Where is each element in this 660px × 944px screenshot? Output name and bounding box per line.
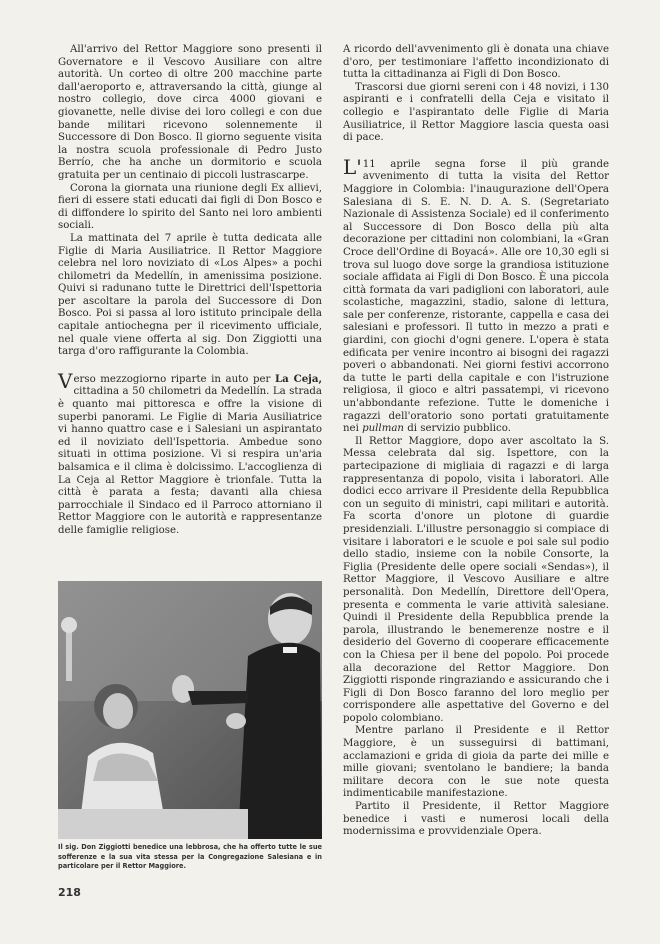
photo-caption: Il sig. Don Ziggiotti benedice una lebbrosa, che ha offerto tutte le sue sofferenze e la sua vita stessa per la Congregazione Salesiana e in particolare per il Rettor Maggiore. (58, 843, 322, 871)
text-run: L'11 aprile segna forse il più grande avvenimento di tutta la visita del Rettor Maggiore in Colombia: l'inaugurazione dell'Opera Salesiana di S. E. N. D. A. S. (Segretariato Nazionale di Assistenza Sociale) ed il conferimento al Successore di Don Bosco della più alta decorazione per cittadini non colombiani, la «Gran Croce dell'Ordine di Boyacá». Alle ore 10,30 egli si trova sul luogo dove sorge la grandiosa istituzione sociale affidata ai Figli di Don Bosco. È una piccola città formata da vari padiglioni con laboratori, aule scolastiche, magazzini, stadio, salone di lettura, sale per conferenze, ristorante, cappella e casa dei salesiani e professori. Il tutto in mezzo a prati e giardini, con giochi d'ogni genere. L'opera è stata edificata per venire incontro ai bisogni dei ragazzi poveri o abbandonati. Nei giorni festivi accorrono da tutte le parti della capitale e con l'istruzione religiosa, il gioco e altri passatempi, vi ricevono un'abbondante refezione. Tutte le domeniche i ragazzi dell'oratorio sono portati gratuitamente nei (343, 154, 609, 435)
place-name: La Ceja, (274, 372, 323, 385)
photo-illustration (58, 581, 322, 839)
italic-word: pullman (362, 423, 404, 435)
left-column (58, 44, 322, 538)
text-run: cittadina a 50 chilometri da Medellín. La strada è quanto mai pittoresca e offre la visione di superbi panorami. Le Figlie di Maria Ausiliatrice vi hanno quattro case e i Salesiani un aspirantato ed il noviziato dell'Ispettoria. Ambedue sono situati in ottima posizione. Vi si respira un'aria balsamica e il clima è dolcissimo. L'accoglienza di La Ceja al Rettor Maggiore è trionfale. Tutta la città è parata a festa; davanti alla chiesa parrocchiale il Sindaco ed il Parroco attorniano il Rettor Maggiore con le autorità e rappresentanze delle famiglie religiose. (58, 386, 322, 536)
paragraph: A ricordo dell'avvenimento gli è donata una chiave d'oro, per testimoniare l'affetto incondizionato di tutta la cittadinanza ai Figli di Don Bosco. (343, 44, 609, 81)
paragraph (58, 368, 323, 538)
paragraph: Trascorsi due giorni sereni con i 48 novizi, i 130 aspiranti e i confratelli della Ceja e visitato il collegio e l'aspirantato delle Figlie di Maria Ausiliatrice, il Rettor Maggiore lascia questa oasi di pace. (343, 81, 609, 144)
paragraph: La mattinata del 7 aprile è tutta dedicata alle Figlie di Maria Ausiliatrice. Il Rettor Maggiore celebra nel loro noviziato di «Los Alpes» a pochi chilometri da Medellín, in amenissima posizione. Quivi si radunano tutte le Direttrici dell'Ispettoria per ascoltare la parola del Successore di Don Bosco. Poi si passa al loro istituto principale della capitale antiochegna per il ricevimento ufficiale, nel quale viene offerta al sig. Don Ziggiotti una targa d'oro raffigurante la Colombia. (58, 232, 322, 358)
paragraph (343, 154, 609, 436)
paragraph: Corona la giornata una riunione degli Ex allievi, fieri di essere stati educati dai figli di Don Bosco e di diffondere lo spirito del Santo nei loro ambienti sociali. (58, 182, 322, 232)
paragraph: Partito il Presidente, il Rettor Maggiore benedice i vasti e numerosi locali della modernissima e provvidenziale Opera. (343, 801, 609, 838)
paragraph: Mentre parlano il Presidente e il Rettor Maggiore, è un susseguirsi di battimani, acclamazioni e grida di gioia da parte dei mille e mille giovani; sventolano le bandiere; la banda militare decora con le sue note questa indimenticabile manifestazione. (343, 725, 609, 800)
page-number: 218 (58, 886, 81, 899)
paragraph: Il Rettor Maggiore, dopo aver ascoltato la S. Messa celebrata dal sig. Ispettore, con la partecipazione di migliaia di ragazzi e di larga rappresentanza di popolo, visita i laboratori. Alle dodici ecco arrivare il Presidente della Repubblica con un seguito di ministri, capi militari e autorità. Fa scorta d'onore un plotone di guardie presidenziali. L'illustre personaggio si compiace di visitare i laboratori e le scuole e poi sale sul podio dello stadio, insieme con la nobile Consorte, la Figlia (Presidente delle opere sociali «Sendas»), il Rettor Maggiore, il Vescovo Ausiliare e altre personalità. Don Medellín, Direttore dell'Opera, presenta e commenta le varie attività salesiane. Quindi il Presidente della Repubblica prende la parola, illustrando le benemerenze nostre e il desiderio del Governo di cooperare efficacemente con la Chiesa per il bene del popolo. Poi procede alla decorazione del Rettor Maggiore. Don Ziggiotti risponde ringraziando e assicurando che i Figli di Don Bosco faranno del loro meglio per corrispondere alle aspettative del Governo e del popolo colombiano. (343, 435, 609, 724)
text-run: Verso mezzogiorno riparte in auto per (58, 368, 275, 393)
paragraph: All'arrivo del Rettor Maggiore sono presenti il Governatore e il Vescovo Ausiliare con altre autorità. Un corteo di oltre 200 macchine parte dall'aeroporto e, attraversando la città, giunge al nostro collegio, dove circa 4000 giovani e giovanette, nelle divise dei loro collegi e con due bande militari ricevono solennemente il Successore di Don Bosco. Il giorno seguente visita la nostra scuola professionale di Pedro Justo Berrío, che ha anche un dormitorio e scuola gratuita per un centinaio di piccoli lustrascarpe. (58, 44, 322, 181)
right-column (343, 44, 609, 839)
text-run: di servizio pubblico. (404, 423, 511, 435)
photograph (58, 581, 322, 839)
